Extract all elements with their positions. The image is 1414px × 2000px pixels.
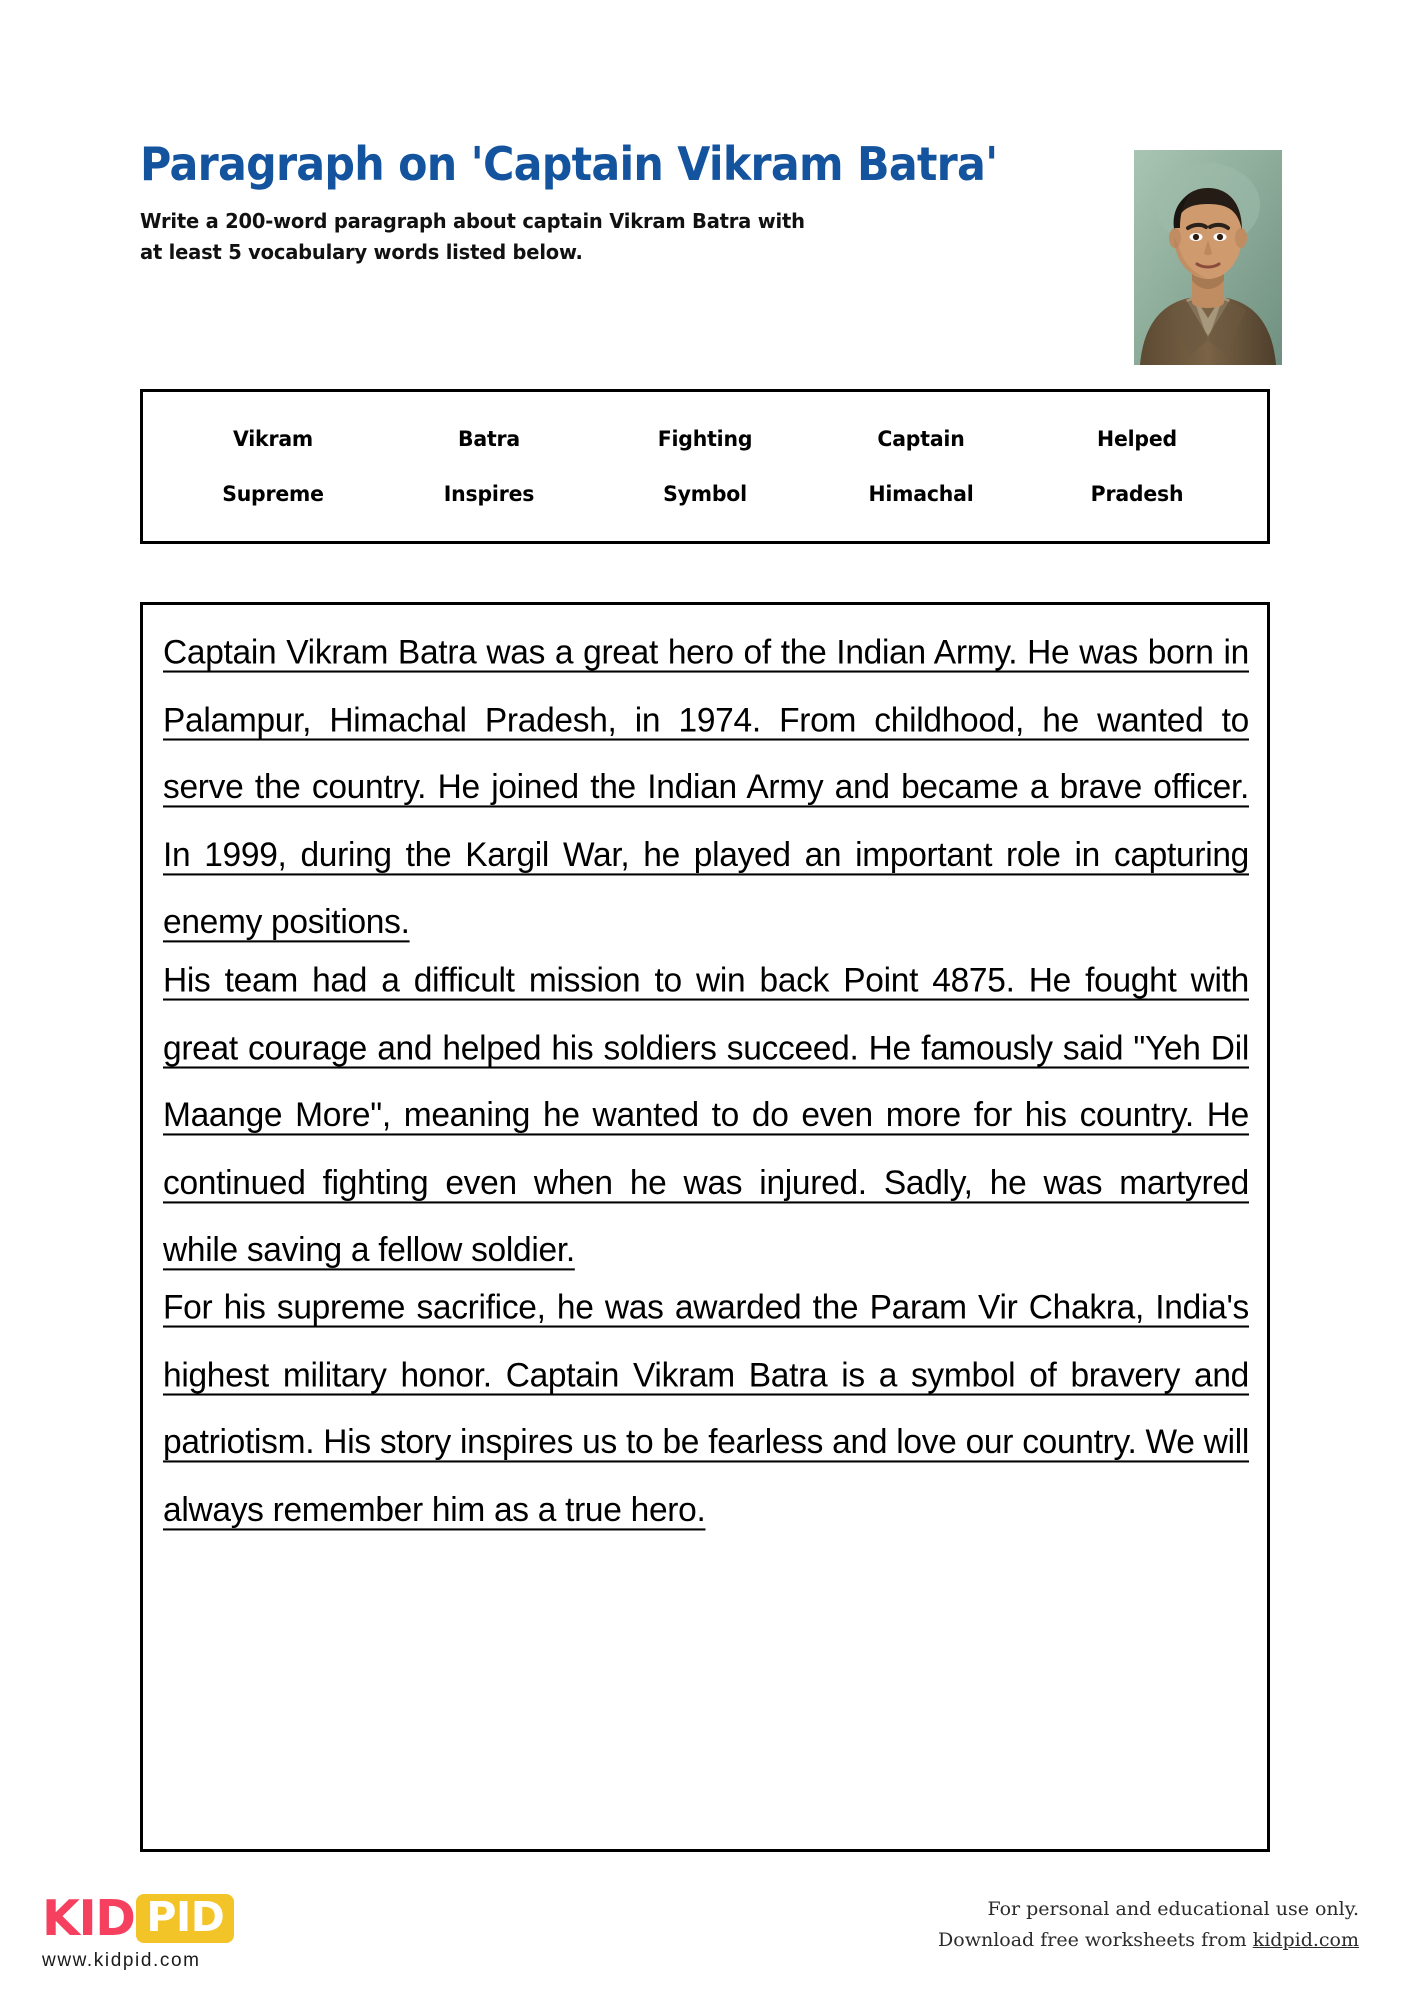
vocabulary-row-2 xyxy=(165,482,1245,507)
answer-box[interactable] xyxy=(140,602,1270,1852)
answer-paragraph-1: Captain Vikram Batra was a great hero of the Indian Army. He was born in Palampur, Himachal Pradesh, in 1974. From childhood, he wanted to serve the country. He joined the Indian Army and became a brave officer. In 1999, during the Kargil War, he played an important role in capturing enemy positions. xyxy=(163,633,1249,942)
vocabulary-box xyxy=(140,389,1270,544)
page-title: Paragraph on 'Captain Vikram Batra' xyxy=(140,137,998,191)
vocabulary-word: Supreme xyxy=(222,481,324,507)
logo-pid-text: PID xyxy=(146,1892,225,1941)
footer-notice-prefix: Download free worksheets from xyxy=(938,1928,1253,1951)
footer-notice-line-1: For personal and educational use only. xyxy=(987,1898,1359,1920)
kidpid-link[interactable]: kidpid.com xyxy=(1252,1928,1359,1951)
portrait-illustration xyxy=(1134,150,1282,365)
header xyxy=(140,137,1280,340)
logo-kid-text: KID xyxy=(42,1889,135,1947)
vocabulary-word: Batra xyxy=(457,426,521,452)
subtitle-line-2: at least 5 vocabulary words listed below. xyxy=(140,240,583,265)
subtitle-line-1: Write a 200-word paragraph about captain Vikram Batra with xyxy=(140,209,805,234)
vocabulary-word: Captain xyxy=(877,426,965,452)
portrait-photo xyxy=(1134,150,1282,365)
vocabulary-word: Himachal xyxy=(868,481,974,507)
footer-notice-line-2 xyxy=(938,1925,1359,1956)
vocabulary-word: Pradesh xyxy=(1090,481,1184,507)
logo-pid-badge xyxy=(136,1894,234,1943)
logo-website-url: www.kidpid.com xyxy=(42,1950,201,1971)
vocabulary-word: Symbol xyxy=(663,481,747,507)
answer-paragraph-2: His team had a difficult mission to win back Point 4875. He fought with great courage and helped his soldiers succeed. He famously said "Yeh Dil Maange More", meaning he wanted to do even more for his country. He continued fighting even when he was injured. Sadly, he was martyred while saving a fellow soldier. xyxy=(163,960,1249,1269)
vocabulary-word: Vikram xyxy=(232,426,314,452)
vocabulary-word: Helped xyxy=(1097,426,1177,452)
page-subtitle xyxy=(140,206,1223,268)
vocabulary-row-1 xyxy=(165,427,1245,452)
logo-mark xyxy=(42,1890,234,1946)
kidpid-logo[interactable] xyxy=(42,1890,234,1972)
vocabulary-word: Inspires xyxy=(443,481,535,507)
footer xyxy=(0,1880,1414,2000)
answer-paragraph-3: For his supreme sacrifice, he was awarded the Param Vir Chakra, India's highest military honor. Captain Vikram Batra is a symbol of bravery and patriotism. His story inspires us to be fearless and love our country. We will always remember him as a true hero. xyxy=(163,1288,1249,1529)
footer-notice xyxy=(938,1894,1359,1956)
vocabulary-word: Fighting xyxy=(657,426,753,452)
